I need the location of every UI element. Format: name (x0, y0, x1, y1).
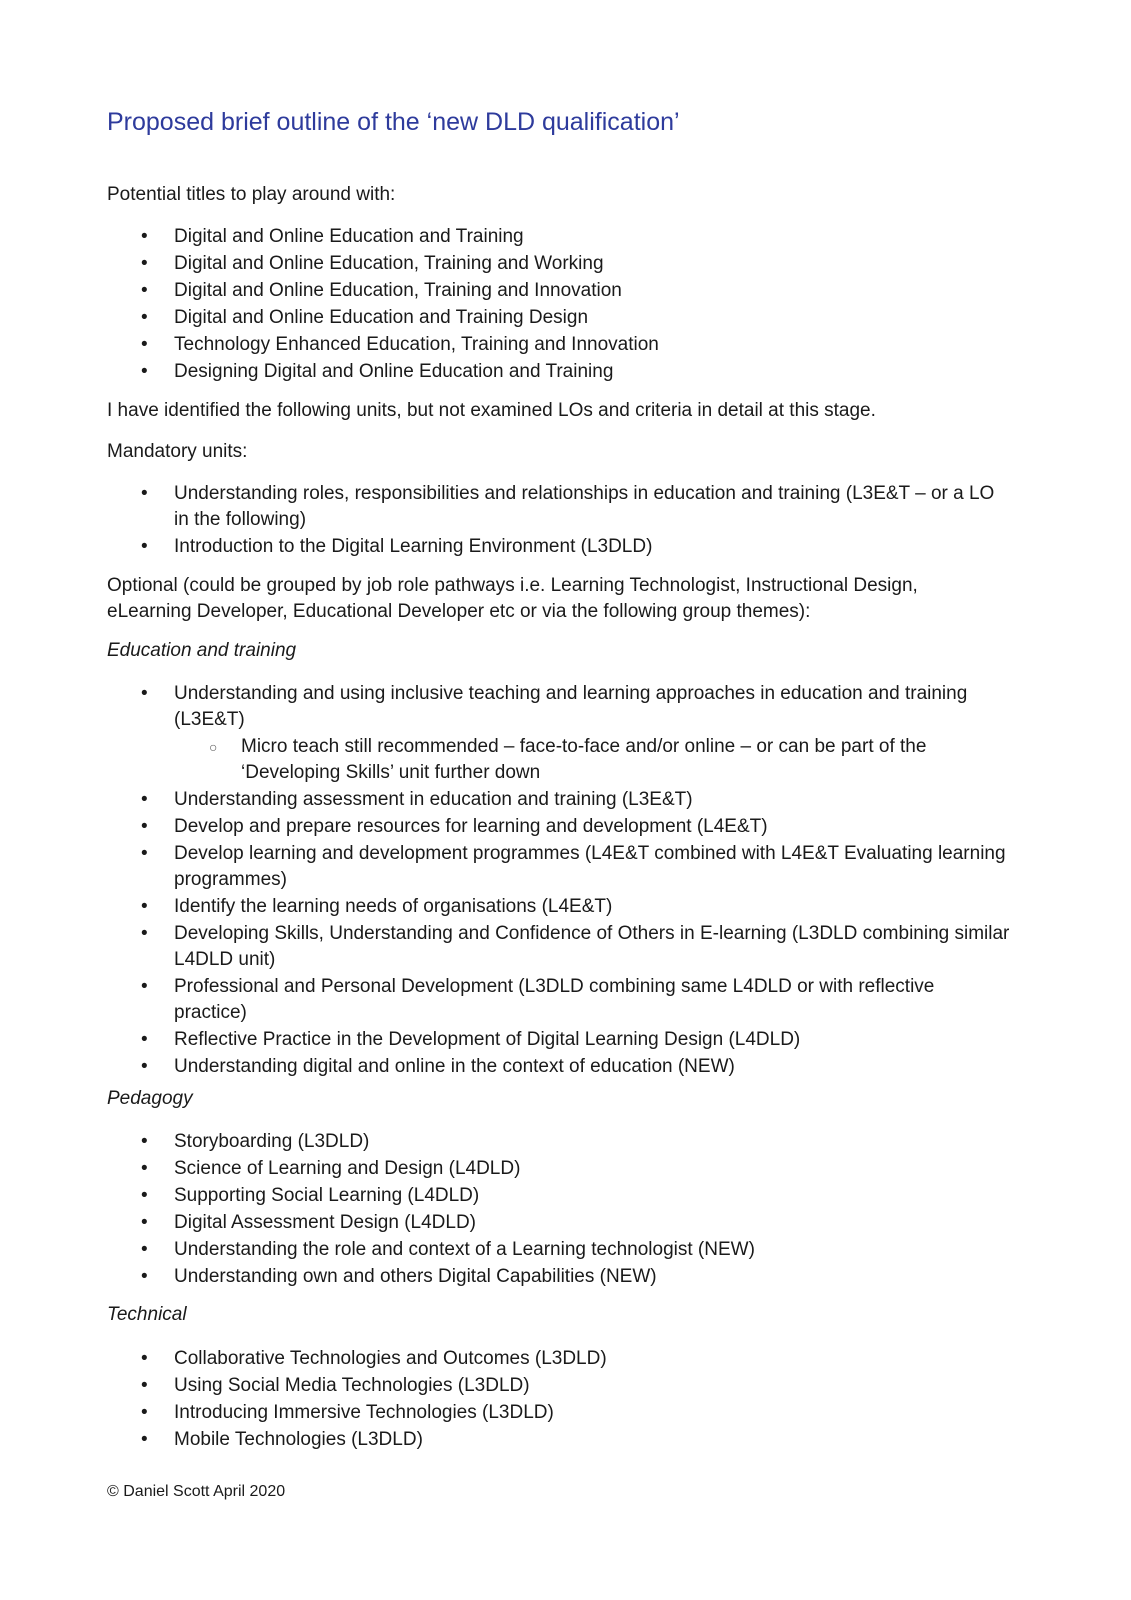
list-item: • Digital Assessment Design (L4DLD) (0, 1210, 1131, 1236)
list-item: • Introducing Immersive Technologies (L3DLD) (0, 1400, 1131, 1426)
bullet-icon: • (141, 1266, 148, 1287)
bullet-icon: • (141, 789, 148, 810)
circle-bullet-icon: ○ (209, 739, 218, 755)
bullet-icon: • (141, 1185, 148, 1206)
list-item: • Digital and Online Education, Training and Working (0, 251, 1131, 277)
bullet-icon: • (141, 923, 148, 944)
list-item: • Digital and Online Education, Training and Innovation (0, 278, 1131, 304)
list-item: • Introduction to the Digital Learning Environment (L3DLD) (0, 534, 1131, 560)
bullet-icon: • (141, 816, 148, 837)
list-item: • Understanding and using inclusive teaching and learning approaches in education and training (L3E&T) (141, 683, 968, 730)
list-item: • Develop and prepare resources for learning and development (L4E&T) (0, 814, 1131, 840)
list-item: • Science of Learning and Design (L4DLD) (0, 1156, 1131, 1182)
technical-list (0, 1346, 1131, 1454)
list-item: • Collaborative Technologies and Outcomes (L3DLD) (0, 1346, 1131, 1372)
list-item: • Understanding own and others Digital Capabilities (NEW) (0, 1264, 1131, 1290)
mandatory-heading: Mandatory units: (107, 441, 248, 462)
bullet-icon: • (141, 361, 148, 382)
pedagogy-list (0, 1129, 1131, 1291)
bullet-icon: • (141, 843, 148, 864)
list-item: • Using Social Media Technologies (L3DLD) (0, 1373, 1131, 1399)
list-item: • Digital and Online Education and Training Design (0, 305, 1131, 331)
intro-text: Potential titles to play around with: (107, 184, 396, 205)
bullet-icon: • (141, 1402, 148, 1423)
bullet-icon: • (141, 1056, 148, 1077)
copyright-footer: © Daniel Scott April 2020 (107, 1483, 286, 1500)
bullet-icon: • (141, 1158, 148, 1179)
bullet-icon: • (141, 1375, 148, 1396)
section-heading-pedagogy: Pedagogy (107, 1088, 193, 1109)
bullet-icon: • (141, 1029, 148, 1050)
bullet-icon: • (141, 1131, 148, 1152)
list-item: • Develop learning and development programmes (L4E&T combined with L4E&T Evaluating learning programmes) (141, 843, 1006, 890)
list-item: • Developing Skills, Understanding and Confidence of Others in E-learning (L3DLD combining similar L4DLD unit) (141, 923, 1010, 970)
bullet-icon: • (141, 1429, 148, 1450)
list-item: • Understanding assessment in education and training (L3E&T) (0, 787, 1131, 813)
section-heading-technical: Technical (107, 1304, 187, 1325)
sub-list-item: ○ Micro teach still recommended – face-to-face and/or online – or can be part of the ‘Developing Skills’ unit further down (209, 736, 927, 783)
list-item: • Supporting Social Learning (L4DLD) (0, 1183, 1131, 1209)
bullet-icon: • (141, 976, 148, 997)
list-item: • Understanding roles, responsibilities and relationships in education and training (L3E&T – or a LO in the following) (141, 483, 995, 530)
list-item: • Understanding digital and online in the context of education (NEW) (0, 1054, 1131, 1080)
page-title: Proposed brief outline of the ‘new DLD qualification’ (107, 108, 680, 136)
education-list (0, 681, 1131, 1081)
bullet-icon: • (141, 280, 148, 301)
optional-note: Optional (could be grouped by job role pathways i.e. Learning Technologist, Instructional Design, eLearning Developer, Educational Developer etc or via the following group themes): (107, 575, 918, 622)
list-item: • Digital and Online Education and Training (0, 224, 1131, 250)
bullet-icon: • (141, 1212, 148, 1233)
section-heading-education: Education and training (107, 640, 297, 661)
bullet-icon: • (141, 896, 148, 917)
units-note: I have identified the following units, but not examined LOs and criteria in detail at this stage. (107, 400, 876, 421)
bullet-icon: • (141, 307, 148, 328)
bullet-icon: • (141, 334, 148, 355)
list-item: • Technology Enhanced Education, Training and Innovation (0, 332, 1131, 358)
list-item: • Reflective Practice in the Development of Digital Learning Design (L4DLD) (0, 1027, 1131, 1053)
bullet-icon: • (141, 483, 148, 504)
list-item: • Professional and Personal Development (L3DLD combining same L4DLD or with reflective practice) (141, 976, 935, 1023)
list-item: • Designing Digital and Online Education and Training (0, 359, 1131, 385)
bullet-icon: • (141, 226, 148, 247)
titles-list (0, 224, 1131, 386)
list-item: • Understanding the role and context of a Learning technologist (NEW) (0, 1237, 1131, 1263)
bullet-icon: • (141, 683, 148, 704)
mandatory-list (0, 481, 1131, 561)
list-item: • Identify the learning needs of organisations (L4E&T) (0, 894, 1131, 920)
bullet-icon: • (141, 536, 148, 557)
list-item: • Storyboarding (L3DLD) (0, 1129, 1131, 1155)
list-item: • Mobile Technologies (L3DLD) (0, 1427, 1131, 1453)
bullet-icon: • (141, 1239, 148, 1260)
bullet-icon: • (141, 253, 148, 274)
bullet-icon: • (141, 1348, 148, 1369)
